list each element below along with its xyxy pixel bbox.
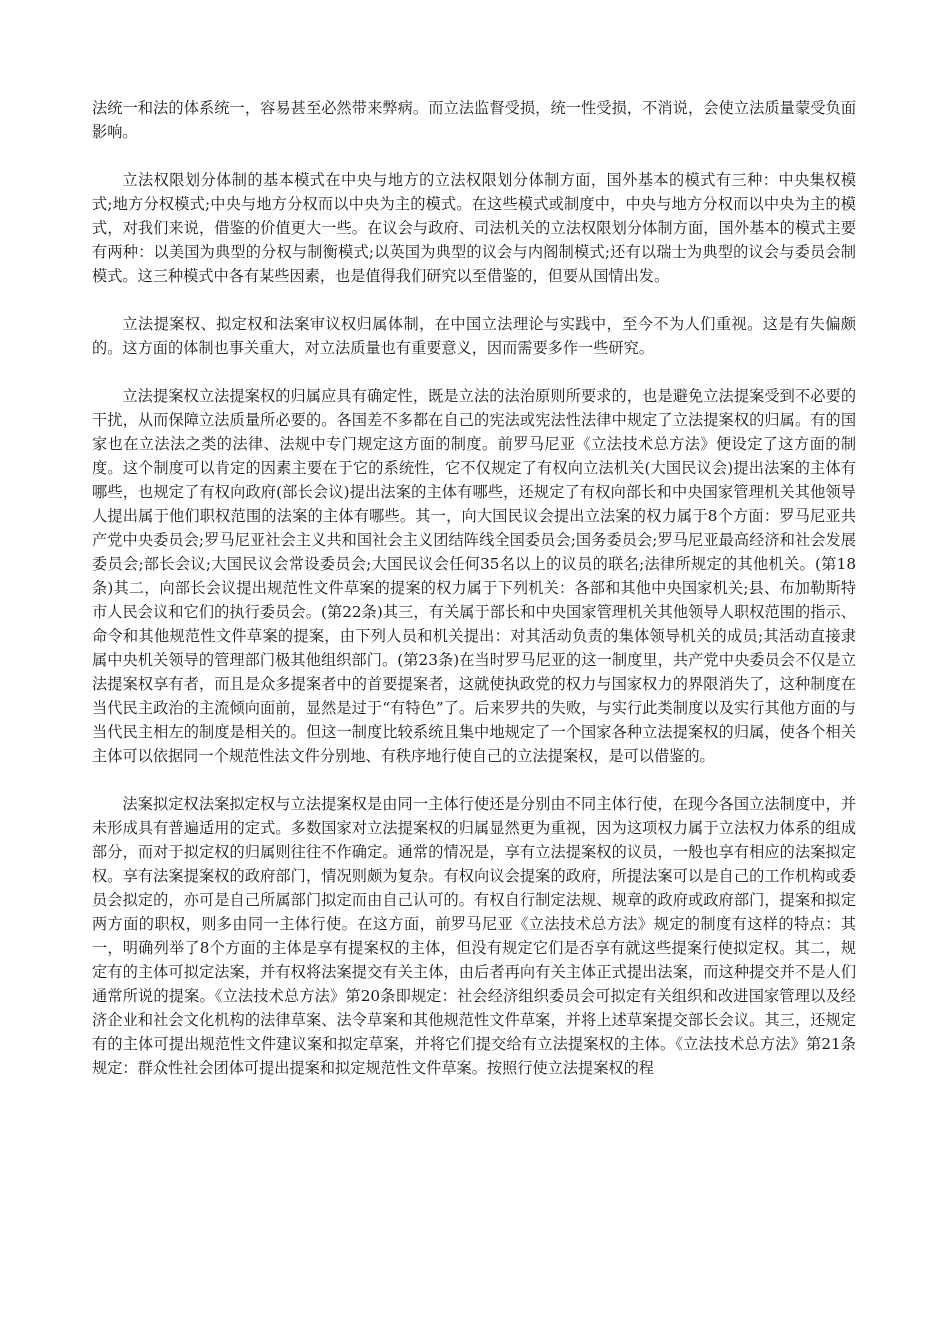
paragraph-legislative-proposal-right: 立法提案权立法提案权的归属应具有确定性，既是立法的法治原则所要求的，也是避免立法提案受到不必要的干扰，从而保障立法质量所必要的。各国差不多都在自己的宪法或宪法性法律中规定了立法提案权的归属。有的国家也在立法法之类的法律、法规中专门规定这方面的制度。前罗马尼亚《立法技术总方法》便设定了这方面的制度。这个制度可以肯定的因素主要在于它的系统性，它不仅规定了有权向立法机关(大国民议会)提出法案的主体有哪些，也规定了有权向政府(部长会议)提出法案的主体有哪些，还规定了有权向部长和中央国家管理机关其他领导人提出属于他们职权范围的法案的主体有哪些。其一，向大国民议会提出立法案的权力属于8个方面：罗马尼亚共产党中央委员会;罗马尼亚社会主义共和国社会主义团结阵线全国委员会;国务委员会;罗马尼亚最高经济和社会发展委员会;部长会议;大国民议会常设委员会;大国民议会任何35名以上的议员的联名;法律所规定的其他机关。(第18条)其二，向部长会议提出规范性文件草案的提案的权力属于下列机关：各部和其他中央国家机关;县、布加勒斯特市人民会议和它们的执行委员会。(第22条)其三，有关属于部长和中央国家管理机关其他领导人职权范围的指示、命令和其他规范性文件草案的提案，由下列人员和机关提出：对其活动负责的集体领导机关的成员;其活动直接隶属中央机关领导的管理部门极其他组织部门。(第23条)在当时罗马尼亚的这一制度里，共产党中央委员会不仅是立法提案权享有者，而且是众多提案者中的首要提案者，这就使执政党的权力与国家权力的界限消失了，这种制度在当代民主政治的主流倾向面前，显然是过于“有特色”了。后来罗共的失败，与实行此类制度以及实行其他方面的与当代民主相左的制度是相关的。但这一制度比较系统且集中地规定了一个国家各种立法提案权的归属，使各个相关主体可以依据同一个规范性法文件分别地、有秩序地行使自己的立法提案权，是可以借鉴的。 [92, 387, 856, 765]
paragraph-bill-drafting-right: 法案拟定权法案拟定权与立法提案权是由同一主体行使还是分别由不同主体行使，在现今各国立法制度中，并未形成具有普遍适用的定式。多数国家对立法提案权的归属显然更为重视，因为这项权力属于立法权力体系的组成部分，而对于拟定权的归属则往往不作确定。通常的情况是，享有立法提案权的议员，一般也享有相应的法案拟定权。享有法案提案权的政府部门，情况则颇为复杂。有权向议会提案的政府，所提法案可以是自己的工作机构或委员会拟定的，亦可是自己所属部门拟定而由自己认可的。有权自行制定法规、规章的政府或政府部门，提案和拟定两方面的职权，则多由同一主体行使。在这方面，前罗马尼亚《立法技术总方法》规定的制度有这样的特点：其一，明确列举了8个方面的主体是享有提案权的主体，但没有规定它们是否享有就这些提案行使拟定权。其二，规定有的主体可拟定法案，并有权将法案提交有关主体，由后者再向有关主体正式提出法案，而这种提交并不是人们通常所说的提案。《立法技术总方法》第20条即规定：社会经济组织委员会可拟定有关组织和改进国家管理以及经济企业和社会文化机构的法律草案、法令草案和其他规范性文件草案，并将上述草案提交部长会议。其三，还规定有的主体可提出规范性文件建议案和拟定草案，并将它们提交给有立法提案权的主体。《立法技术总方法》第21条规定：群众性社会团体可提出提案和拟定规范性文件草案。按照行使立法提案权的程 [92, 795, 856, 1077]
paragraph-continuation: 法统一和法的体系统一，容易甚至必然带来弊病。而立法监督受损，统一性受损，不消说，会使立法质量蒙受负面影响。 [92, 99, 856, 141]
paragraph-legislative-power-division: 立法权限划分体制的基本模式在中央与地方的立法权限划分体制方面，国外基本的模式有三种：中央集权模式;地方分权模式;中央与地方分权而以中央为主的模式。在这些模式或制度中，中央与地方分权而以中央为主的模式，对我们来说，借鉴的价值更大一些。在议会与政府、司法机关的立法权限划分体制方面，国外基本的模式主要有两种：以美国为典型的分权与制衡模式;以英国为典型的议会与内阁制模式;还有以瑞士为典型的议会与委员会制模式。这三种模式中各有某些因素，也是值得我们研究以至借鉴的，但要从国情出发。 [92, 171, 856, 285]
document-page [92, 96, 856, 1104]
paragraph-proposal-drafting-review: 立法提案权、拟定权和法案审议权归属体制，在中国立法理论与实践中，至今不为人们重视。这是有失偏颇的。这方面的体制也事关重大，对立法质量也有重要意义，因而需要多作一些研究。 [92, 315, 856, 357]
